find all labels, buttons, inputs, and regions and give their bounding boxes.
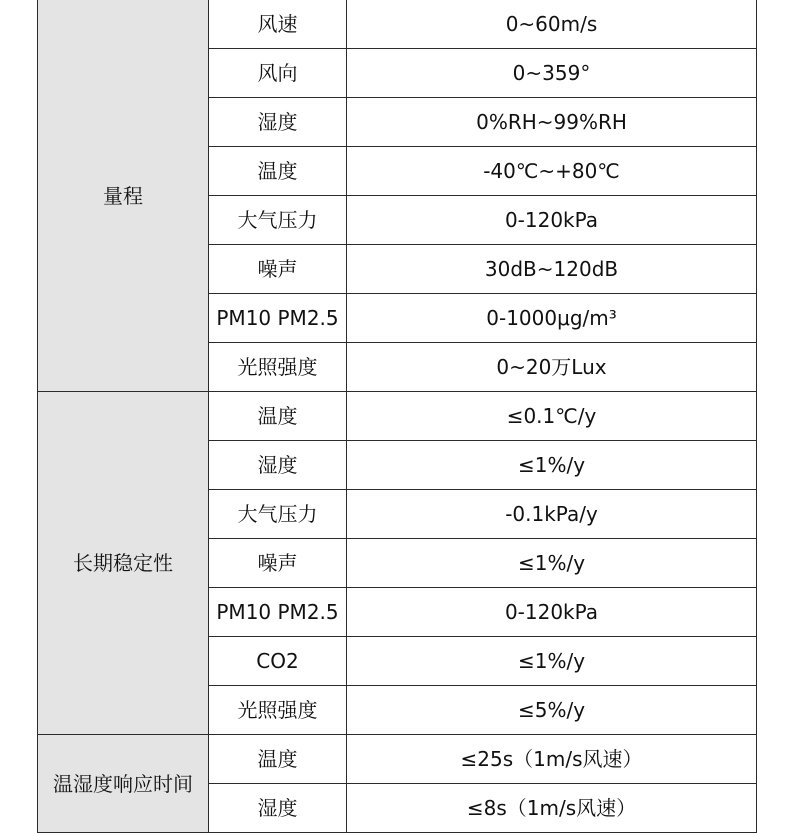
parameter-label: 噪声 — [209, 245, 347, 294]
group-cell-response-time: 温湿度响应时间 — [38, 735, 209, 833]
parameter-value: ≤1%/y — [347, 637, 757, 686]
parameter-value: 0~20万Lux — [347, 343, 757, 392]
parameter-value: ≤1%/y — [347, 441, 757, 490]
group-cell-range: 量程 — [38, 0, 209, 392]
parameter-label: 温度 — [209, 735, 347, 784]
parameter-label: 湿度 — [209, 784, 347, 833]
parameter-value: 0~60m/s — [347, 0, 757, 49]
parameter-value: ≤1%/y — [347, 539, 757, 588]
parameter-value: ≤25s（1m/s风速） — [347, 735, 757, 784]
parameter-label: 风速 — [209, 0, 347, 49]
parameter-value: 0~359° — [347, 49, 757, 98]
parameter-label: 噪声 — [209, 539, 347, 588]
parameter-value: 0%RH~99%RH — [347, 98, 757, 147]
table-row — [38, 0, 757, 49]
parameter-value: 0-120kPa — [347, 588, 757, 637]
parameter-label: PM10 PM2.5 — [209, 588, 347, 637]
table-row — [38, 735, 757, 784]
parameter-value: ≤8s（1m/s风速） — [347, 784, 757, 833]
parameter-label: 光照强度 — [209, 343, 347, 392]
parameter-value: ≤5%/y — [347, 686, 757, 735]
parameter-label: 温度 — [209, 392, 347, 441]
parameter-label: 大气压力 — [209, 196, 347, 245]
parameter-label: 温度 — [209, 147, 347, 196]
parameter-value: -0.1kPa/y — [347, 490, 757, 539]
parameter-value: 0-1000μg/m³ — [347, 294, 757, 343]
table-row — [38, 392, 757, 441]
parameter-value: 30dB~120dB — [347, 245, 757, 294]
parameter-label: CO2 — [209, 637, 347, 686]
parameter-value: 0-120kPa — [347, 196, 757, 245]
parameter-label: 风向 — [209, 49, 347, 98]
spec-table — [37, 0, 757, 833]
parameter-label: 湿度 — [209, 98, 347, 147]
parameter-label: 湿度 — [209, 441, 347, 490]
parameter-label: 光照强度 — [209, 686, 347, 735]
parameter-value: ≤0.1℃/y — [347, 392, 757, 441]
group-cell-long-term-stability: 长期稳定性 — [38, 392, 209, 735]
parameter-label: PM10 PM2.5 — [209, 294, 347, 343]
parameter-label: 大气压力 — [209, 490, 347, 539]
parameter-value: -40℃~+80℃ — [347, 147, 757, 196]
